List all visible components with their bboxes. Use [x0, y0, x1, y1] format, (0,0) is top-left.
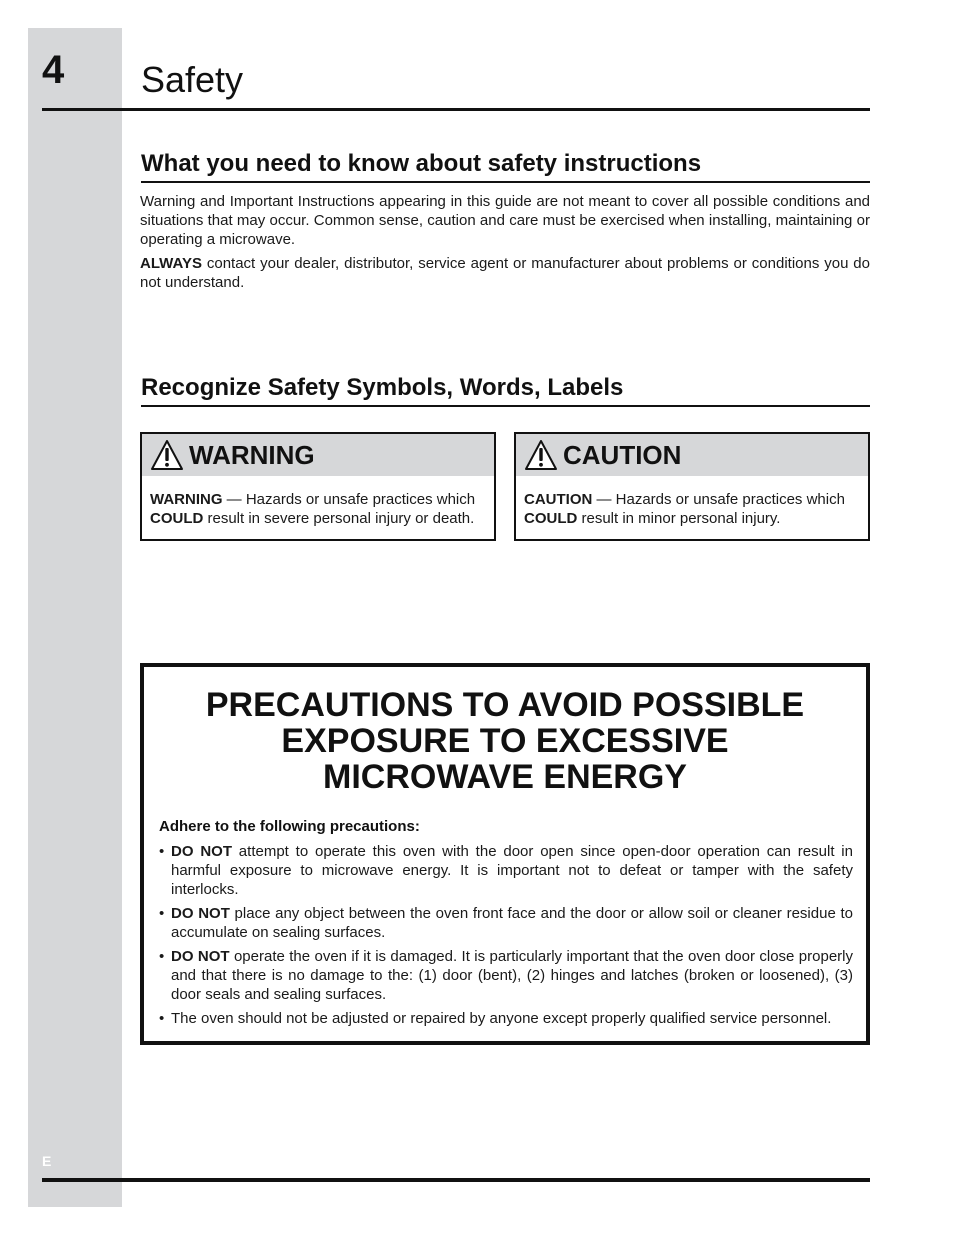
do-not-emphasis: DO NOT	[171, 843, 232, 860]
precautions-title-line: MICROWAVE ENERGY	[323, 758, 687, 796]
page-number: 4	[42, 48, 65, 92]
paragraph-always-text: contact your dealer, distributor, service agent or manufacturer about problems or conditions you do not understand.	[140, 255, 870, 291]
warning-triangle-icon	[150, 439, 184, 471]
section-heading-safety-symbols: Recognize Safety Symbols, Words, Labels	[141, 374, 624, 401]
bullet: •	[159, 948, 165, 965]
warning-title: WARNING	[189, 439, 315, 470]
paragraph-always	[140, 254, 870, 292]
do-not-emphasis: DO NOT	[171, 905, 230, 922]
bullet: •	[159, 1010, 165, 1027]
warning-triangle-icon	[524, 439, 558, 471]
warning-label-box	[140, 432, 496, 541]
list-item	[159, 904, 853, 942]
caution-keyword: CAUTION	[524, 491, 593, 508]
warning-description	[142, 476, 494, 528]
warning-text-line1: — Hazards or unsafe practices which	[222, 491, 476, 508]
caution-text-line2: result in minor personal injury.	[577, 510, 781, 527]
list-item	[159, 947, 853, 1004]
caution-text-line1: — Hazards or unsafe practices which	[592, 491, 845, 508]
bullet: •	[159, 843, 165, 860]
section-heading-safety-instructions: What you need to know about safety instructions	[141, 150, 702, 177]
page-title: Safety	[141, 59, 244, 100]
precautions-list	[159, 842, 853, 1033]
side-band	[28, 28, 122, 1207]
precautions-box	[140, 663, 870, 1045]
list-item-text: attempt to operate this oven with the door open since open-door operation can result in harmful exposure to microwave energy. It is important not to defeat or tamper with the safety interlocks.	[171, 843, 853, 898]
warning-text-line2: result in severe personal injury or death.	[203, 510, 475, 527]
list-item-text: place any object between the oven front face and the door or allow soil or cleaner residue to accumulate on sealing surfaces.	[171, 905, 853, 941]
list-item-text: The oven should not be adjusted or repaired by anyone except properly qualified service personnel.	[171, 1010, 832, 1027]
paragraph-instructions: Warning and Important Instructions appearing in this guide are not meant to cover all possible conditions and situations that may occur. Common sense, caution and care must be exercised when installing, maintaining or operating a microwave.	[140, 193, 870, 248]
precautions-title-line: PRECAUTIONS TO AVOID POSSIBLE	[205, 686, 805, 724]
always-emphasis: ALWAYS	[140, 255, 202, 272]
caution-title: CAUTION	[563, 439, 682, 470]
could-keyword: COULD	[150, 510, 204, 527]
warning-label-header	[142, 434, 494, 476]
list-item	[159, 842, 853, 899]
list-item	[159, 1009, 853, 1028]
could-keyword: COULD	[524, 510, 578, 527]
caution-description	[516, 476, 868, 528]
list-item-text: operate the oven if it is damaged. It is particularly important that the oven door close properly and that there is no damage to the: (1) door (bent), (2) hinges and latches (broken or loosened), (3) door seals and sealing surfaces.	[171, 948, 853, 1003]
warning-keyword: WARNING	[150, 491, 223, 508]
section-rule	[141, 405, 870, 407]
language-marker: E	[42, 1153, 52, 1169]
precautions-title-line: EXPOSURE TO EXCESSIVE	[281, 722, 729, 760]
footer-rule	[42, 1178, 870, 1182]
caution-label-header	[516, 434, 868, 476]
do-not-emphasis: DO NOT	[171, 948, 230, 965]
precautions-title	[144, 687, 866, 795]
bullet: •	[159, 905, 165, 922]
header-rule	[42, 108, 870, 111]
section-rule	[141, 181, 870, 183]
precautions-intro: Adhere to the following precautions:	[159, 818, 420, 835]
caution-label-box	[514, 432, 870, 541]
